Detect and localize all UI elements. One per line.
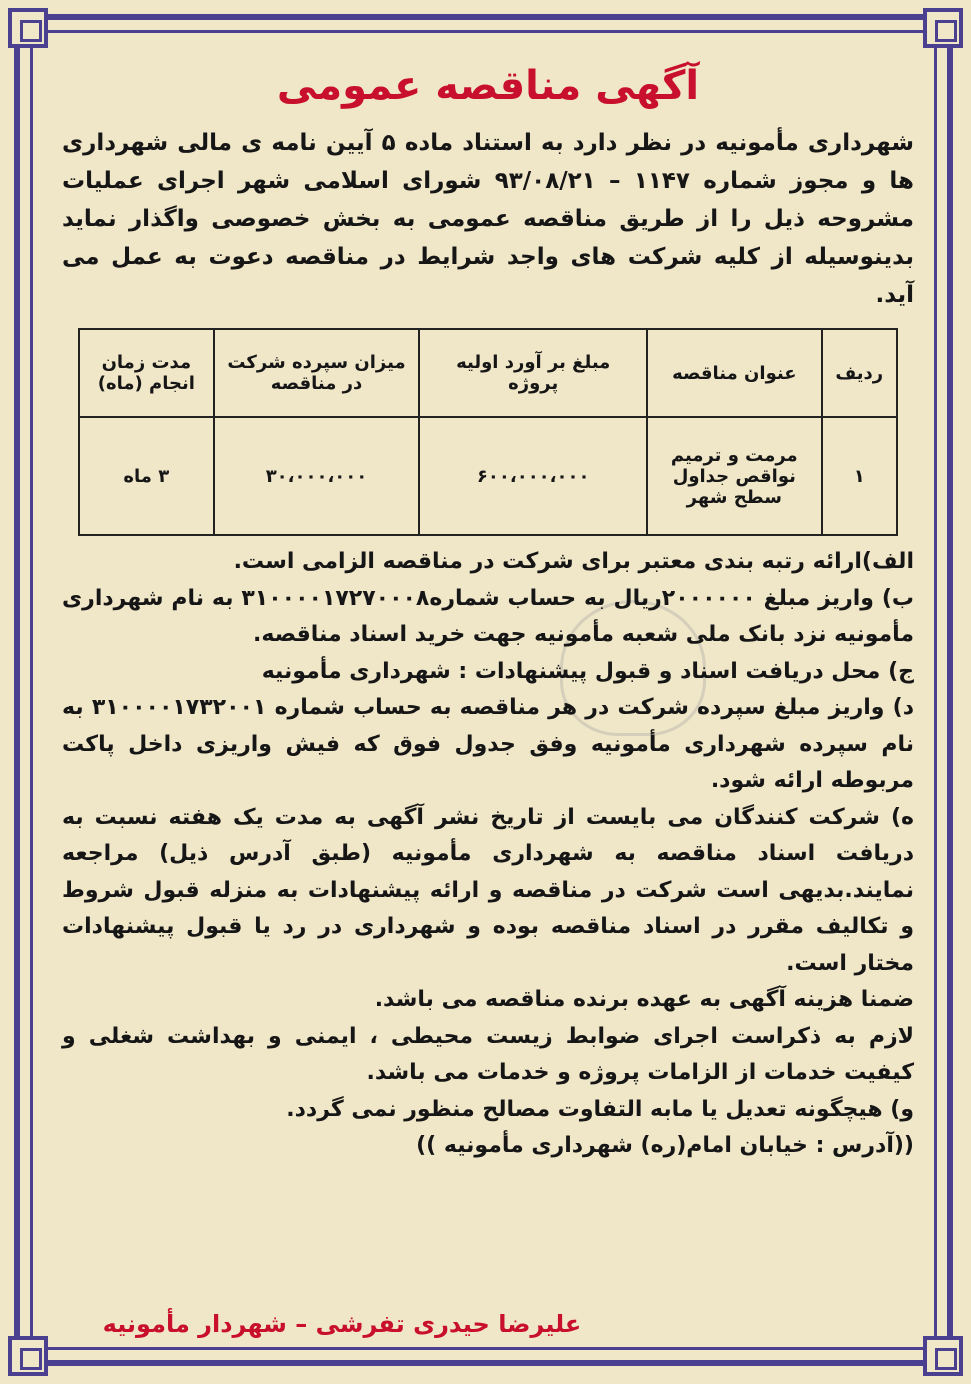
cell-title: مرمت و ترمیم نواقص جداول سطح شهر <box>647 417 821 535</box>
corner-ornament <box>8 8 48 48</box>
corner-ornament <box>923 8 963 48</box>
mayor-signature: علیرضا حیدری تفرشی – شهردار مأمونیه <box>102 1310 582 1338</box>
cell-duration: ۳ ماه <box>79 417 214 535</box>
notice-title: آگهی مناقصه عمومی <box>276 63 700 109</box>
notice-body <box>62 60 914 1165</box>
cell-estimate: ۶۰۰،۰۰۰،۰۰۰ <box>419 417 647 535</box>
tender-table <box>78 328 898 536</box>
header-title: عنوان مناقصه <box>647 329 821 417</box>
cell-deposit: ۳۰،۰۰۰،۰۰۰ <box>214 417 420 535</box>
clause-dal: د) واریز مبلغ سپرده شرکت در هر مناقصه به حساب شماره ۳۱۰۰۰۰۱۷۳۲۰۰۱ به نام سپرده شهرداری مأمونیه وفق جدول فوق که فیش واریزی داخل پاکت مربوطه ارائه شود. <box>62 695 914 793</box>
table-header-row <box>79 329 897 417</box>
clause-be: ب) واریز مبلغ ۲۰۰۰۰۰۰ریال به حساب شماره۳۱۰۰۰۰۱۷۲۷۰۰۰۸ به نام شهرداری مأمونیه نزد بانک ملی شعبه مأمونیه جهت خرید اسناد مناقصه. <box>62 585 914 647</box>
header-estimate: مبلغ بر آورد اولیه پروژه <box>419 329 647 417</box>
header-duration: مدت زمان انجام (ماه) <box>79 329 214 417</box>
corner-ornament <box>8 1336 48 1376</box>
cell-row-number: ۱ <box>822 417 897 535</box>
corner-ornament <box>923 1336 963 1376</box>
advert-cost-note: ضمنا هزینه آگهی به عهده برنده مناقصه می باشد. <box>374 987 914 1012</box>
header-deposit: میزان سپرده شرکت در مناقصه <box>214 329 420 417</box>
clause-vav: و) هیچگونه تعدیل یا مابه التفاوت مصالح منظور نمی گردد. <box>286 1096 914 1122</box>
clause-jim: ج) محل دریافت اسناد و قبول پیشنهادات : شهرداری مأمونیه <box>261 658 914 684</box>
intro-paragraph: شهرداری مأمونیه در نظر دارد به استناد ماده ۵ آیین نامه ی مالی شهرداری ها و مجوز شماره ۱۱۴۷ – ۹۳/۰۸/۲۱ شورای اسلامی شهر اجرای عملیات مشروحه ذیل را از طریق مناقصه عمومی به بخش خصوصی واگذار نماید بدینوسیله از کلیه شرکت های واجد شرایط در مناقصه دعوت به عمل می آید. <box>62 130 914 308</box>
table-row <box>79 417 897 535</box>
address-line: ((آدرس : خیابان امام(ره) شهرداری مأمونیه )) <box>416 1133 914 1158</box>
clause-alef: الف)ارائه رتبه بندی معتبر برای شرکت در مناقصه الزامی است. <box>233 549 914 574</box>
header-row-number: ردیف <box>822 329 897 417</box>
requirements-note: لازم به ذکراست اجرای ضوابط زیست محیطی ، ایمنی و بهداشت شغلی و کیفیت خدمات از الزامات پروژه و خدمات می باشد. <box>62 1023 914 1085</box>
clause-he: ه) شرکت کنندگان می بایست از تاریخ نشر آگهی به مدت یک هفته نسبت به دریافت اسناد مناقصه به شهرداری مأمونیه (طبق آدرس ذیل) مراجعه نمایند.بدیهی است شرکت در مناقصه و ارائه پیشنهادات به منزله قبول شروط و تکالیف مقرر در اسناد مناقصه بوده و شهرداری در رد یا قبول پیشنهادات مختار است. <box>62 804 914 976</box>
